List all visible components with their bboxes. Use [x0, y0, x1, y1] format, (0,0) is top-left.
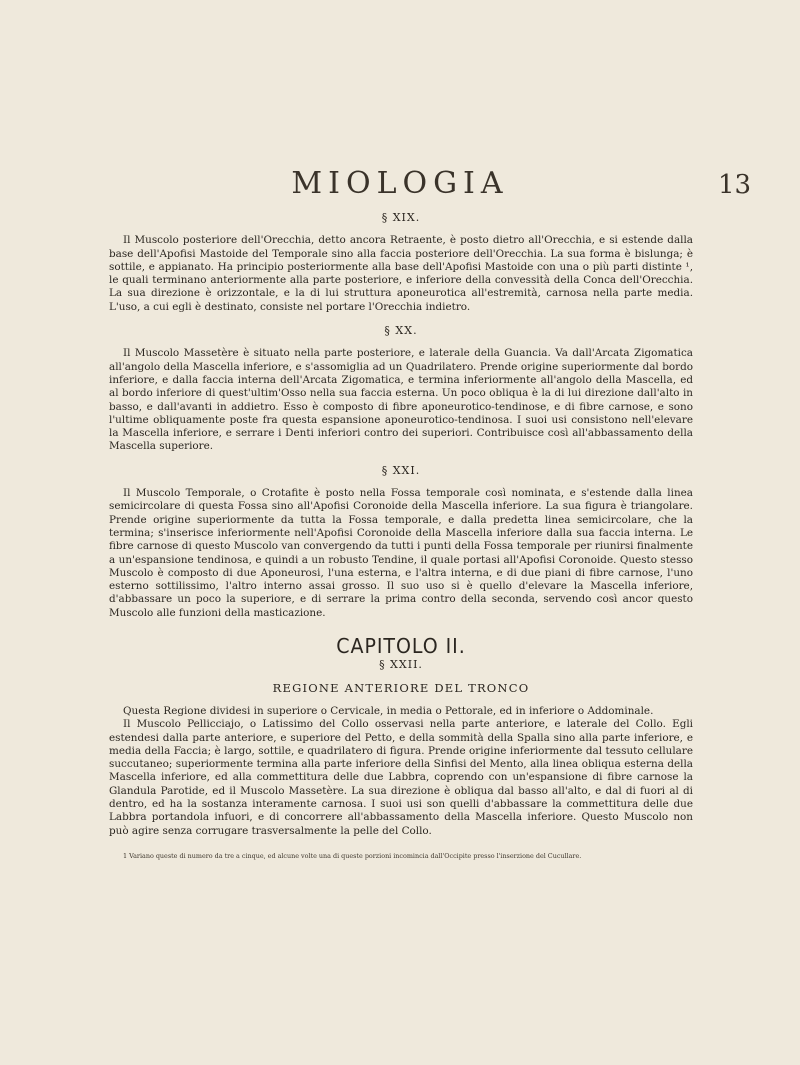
body-text — [109, 206, 693, 861]
section-mark-xix: § XIX. — [381, 211, 421, 224]
region-title: REGIONE ANTERIORE DEL TRONCO — [272, 680, 530, 695]
section-mark-xxi: § XXI. — [381, 463, 421, 477]
section-mark-xxii: § XXII. — [379, 658, 423, 672]
paragraph-xx: Il Muscolo Massetère è situato nella parte posteriore, e laterale della Guancia. Va dall'Arcata Zigomatica all'angolo della Mascella inferiore, e s'assomiglia ad un Quadrilatero. Prende origine superiormente dal bordo inferiore, e dalla faccia interna dell'Arcata Zigomatica, e termina inferiormente all'angolo della Mascella, ed al bordo inferiore di quest'ultim'Osso nella sua faccia esterna. Un poco obliqua è la di lui direzione dall'alto in basso, e dall'avanti in addietro. Esso è composto di fibre aponeurotico-tendinose, e di fibre carnose, e sono l'ultime obliquamente poste fra questa espansione aponeurotico-tendinosa. I suoi usi consistono nell'elevare la Mascella inferiore, e serrare i Denti inferiori contro dei superiori. Contribuisce così all'abbassamento della Mascella superiore. — [109, 347, 693, 453]
footnote: 1 Variano queste di numero da tre a cinque, ed alcune volte una di queste porzioni incomincia dall'Occipite presso l'inserzione del Cucullare. — [123, 851, 582, 860]
running-title: MIOLOGIA — [291, 166, 509, 201]
paragraph-xxii-intro: Questa Regione dividesi in superiore o Cervicale, in media o Pettorale, ed in inferiore o Addominale. — [123, 704, 654, 717]
section-mark-xx: § XX. — [384, 324, 418, 338]
paragraph-xix: Il Muscolo posteriore dell'Orecchia, detto ancora Retraente, è posto dietro all'Orecchia, e si estende dalla base dell'Apofisi Mastoide del Temporale sino alla faccia posteriore dell'Orecchia. La sua forma è bislunga; è sottile, e appianato. Ha principio posteriormente alla base dell'Apofisi Mastoide con una o più parti distinte ¹, le quali terminano anteriormente alla parte posteriore, e inferiore della convessità della Conca dell'Orecchia. La sua direzione è orizzontale, e la di lui struttura aponeurotica all'estremità, carnosa nella parte media. L'uso, a cui egli è destinato, consiste nel portare l'Orecchia indietro. — [109, 234, 693, 313]
paragraph-xxii-body: Il Muscolo Pellicciajo, o Latissimo del Collo osservasi nella parte anteriore, e laterale del Collo. Egli estendesi dalla parte anteriore, e superiore del Petto, e della sommità della Spalla sino alla parte inferiore, e media della Faccia; è largo, sottile, e quadrilatero di figura. Prende origine inferiormente dal tessuto cellulare succutaneo; superiormente termina alla parte inferiore della Sinfisi del Mento, alla linea obliqua esterna della Mascella inferiore, ed alla commettitura delle due Labbra, coprendo con un'espansione di fibre carnose la Glandula Parotide, ed il Muscolo Massetère. La sua direzione è obliqua dal basso all'alto, e dal di fuori al di dentro, ed ha la sostanza interamente carnosa. I suoi usi son quelli d'abbassare la commettitura delle due Labbra portandola infuori, e di concorrere all'abbassamento della Mascella inferiore. Questo Muscolo non può agire senza corrugare trasversalmente la pelle del Collo. — [109, 718, 693, 837]
paragraph-xxi: Il Muscolo Temporale, o Crotafite è posto nella Fossa temporale così nominata, e s'estende dalla linea semicircolare di questa Fossa sino all'Apofisi Coronoide della Mascella inferiore. La sua figura è triangolare. Prende origine superiormente da tutta la Fossa temporale, e dalla predetta linea semicircolare, che la termina; s'inserisce inferiormente nell'Apofisi Coronoide della Mascella inferiore dalla sua faccia interna. Le fibre carnose di questo Muscolo van convergendo da tutti i punti della Fossa temporale per riunirsi finalmente a un'espansione tendinosa, e quindi a un robusto Tendine, il quale portasi all'Apofisi Coronoide. Questo stesso Muscolo è composto di due Aponeurosi, l'una esterna, e l'altra interna, e di due piani di fibre carnose, l'uno esterno sottilissimo, l'altro interno assai grosso. Il suo uso si è quello d'elevare la Mascella inferiore, d'abbassare un poco la superiore, e di serrare la prima contro della seconda, servendo così ancor questo Muscolo alle funzioni della masticazione. — [109, 487, 693, 619]
chapter-title: CAPITOLO II. — [336, 634, 466, 659]
page-number: 13 — [718, 170, 752, 200]
